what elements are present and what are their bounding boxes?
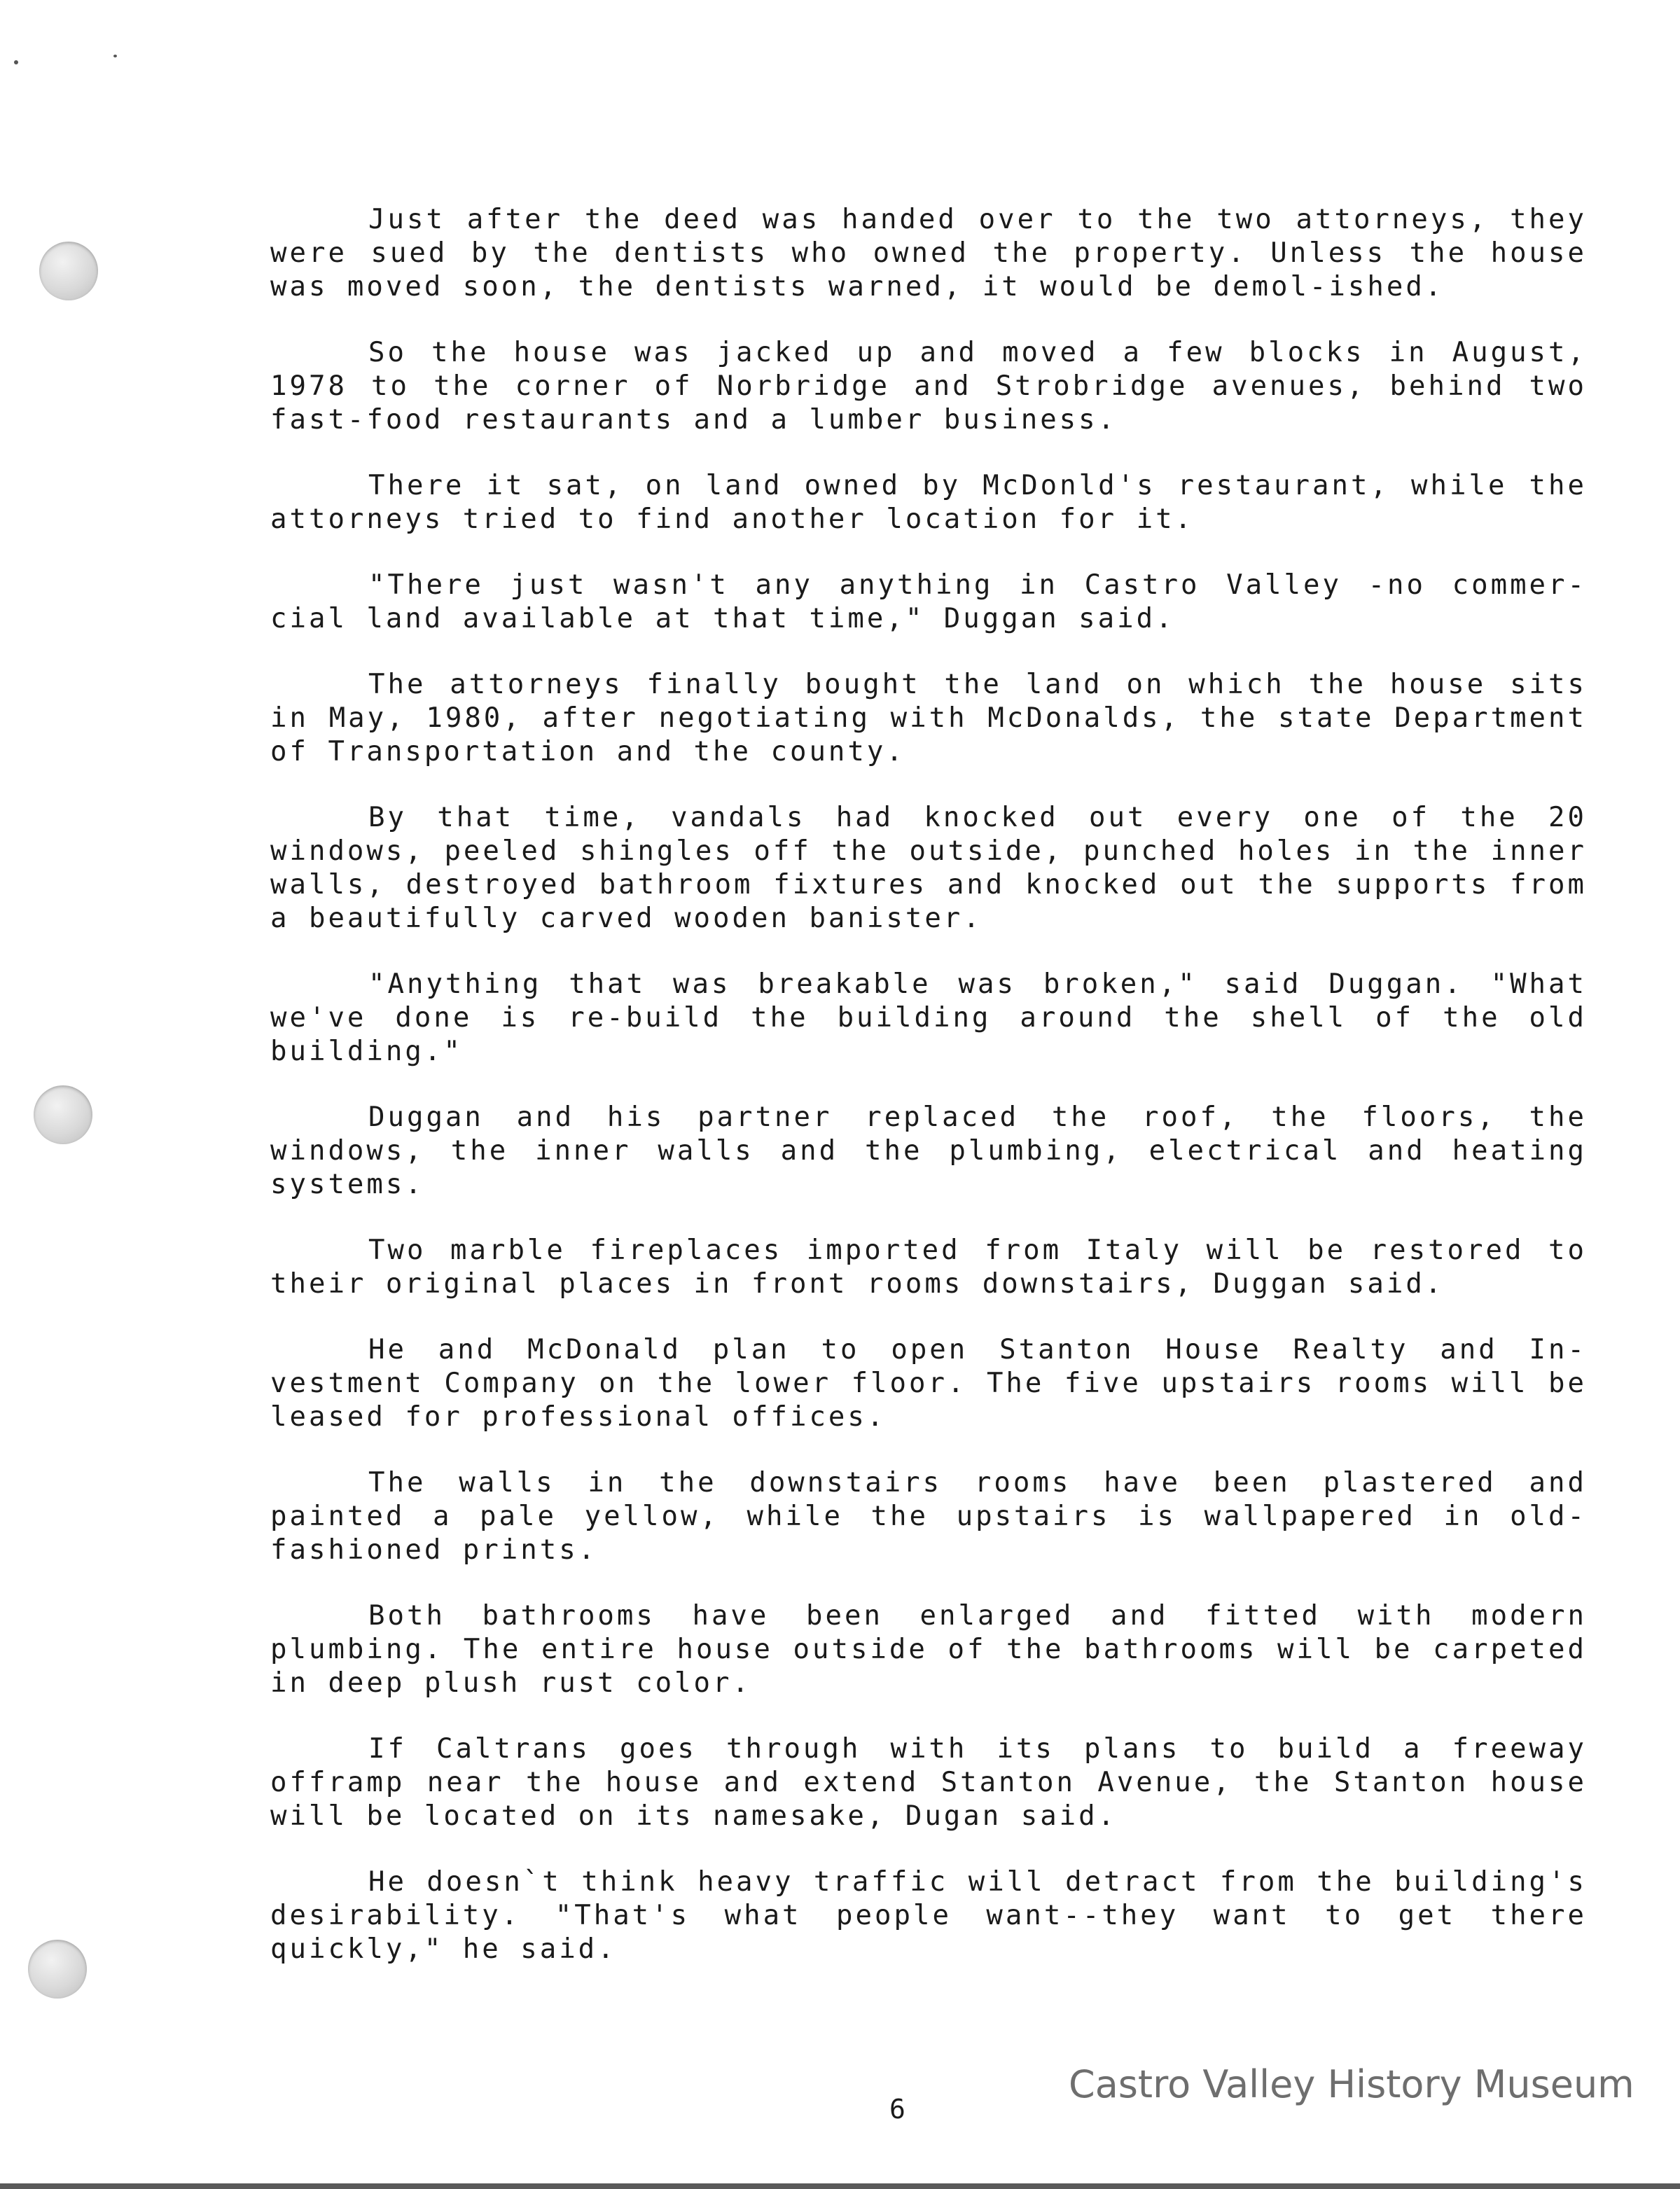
paragraph: He and McDonald plan to open Stanton House Realty and In-vestment Company on the lower floor. The five upstairs rooms will be leased for professional offices.	[270, 1334, 1587, 1433]
punch-hole-top	[39, 242, 98, 300]
paragraph: By that time, vandals had knocked out every one of the 20 windows, peeled shingles off the outside, punched holes in the inner walls, destroyed bathroom fixtures and knocked out the supports from a beautifully carved wooden banister.	[270, 802, 1587, 934]
speck-mark	[14, 60, 18, 64]
paragraph: Just after the deed was handed over to the two attorneys, they were sued by the dentists who owned the property. Unless the house was moved soon, the dentists warned, it would be demol-ished.	[270, 204, 1587, 303]
punch-hole-bottom	[28, 1940, 87, 1999]
paragraph: There it sat, on land owned by McDonld's restaurant, while the attorneys tried to find another location for it.	[270, 470, 1587, 535]
scan-bottom-edge	[0, 2183, 1680, 2189]
paragraph: The attorneys finally bought the land on which the house sits in May, 1980, after negotiating with McDonalds, the state Department of Transportation and the county.	[270, 669, 1587, 767]
paragraph: So the house was jacked up and moved a few blocks in August, 1978 to the corner of Norbridge and Strobridge avenues, behind two fast-food restaurants and a lumber business.	[270, 337, 1587, 436]
museum-watermark: Castro Valley History Museum	[1069, 2062, 1634, 2106]
page-number: 6	[889, 2094, 905, 2125]
paragraph: He doesn`t think heavy traffic will detract from the building's desirability. "That's what people want--they want to get there quickly," he said.	[270, 1866, 1587, 1965]
paragraph: "There just wasn't any anything in Castro Valley -no commer-cial land available at that time," Duggan said.	[270, 569, 1587, 634]
paragraph: "Anything that was breakable was broken," said Duggan. "What we've done is re-build the building around the shell of the old building."	[270, 968, 1587, 1067]
paragraph: If Caltrans goes through with its plans to build a freeway offramp near the house and extend Stanton Avenue, the Stanton house will be located on its namesake, Dugan said.	[270, 1733, 1587, 1832]
paragraph: Two marble fireplaces imported from Italy will be restored to their original places in front rooms downstairs, Duggan said.	[270, 1235, 1587, 1300]
paragraph: The walls in the downstairs rooms have been plastered and painted a pale yellow, while the upstairs is wallpapered in old-fashioned prints.	[270, 1467, 1587, 1566]
punch-hole-middle	[34, 1085, 92, 1144]
speck-mark	[113, 55, 117, 57]
paragraph: Duggan and his partner replaced the roof, the floors, the windows, the inner walls and the plumbing, electrical and heating systems.	[270, 1102, 1587, 1200]
paragraph: Both bathrooms have been enlarged and fitted with modern plumbing. The entire house outside of the bathrooms will be carpeted in deep plush rust color.	[270, 1600, 1587, 1699]
article-body	[270, 203, 1587, 1999]
